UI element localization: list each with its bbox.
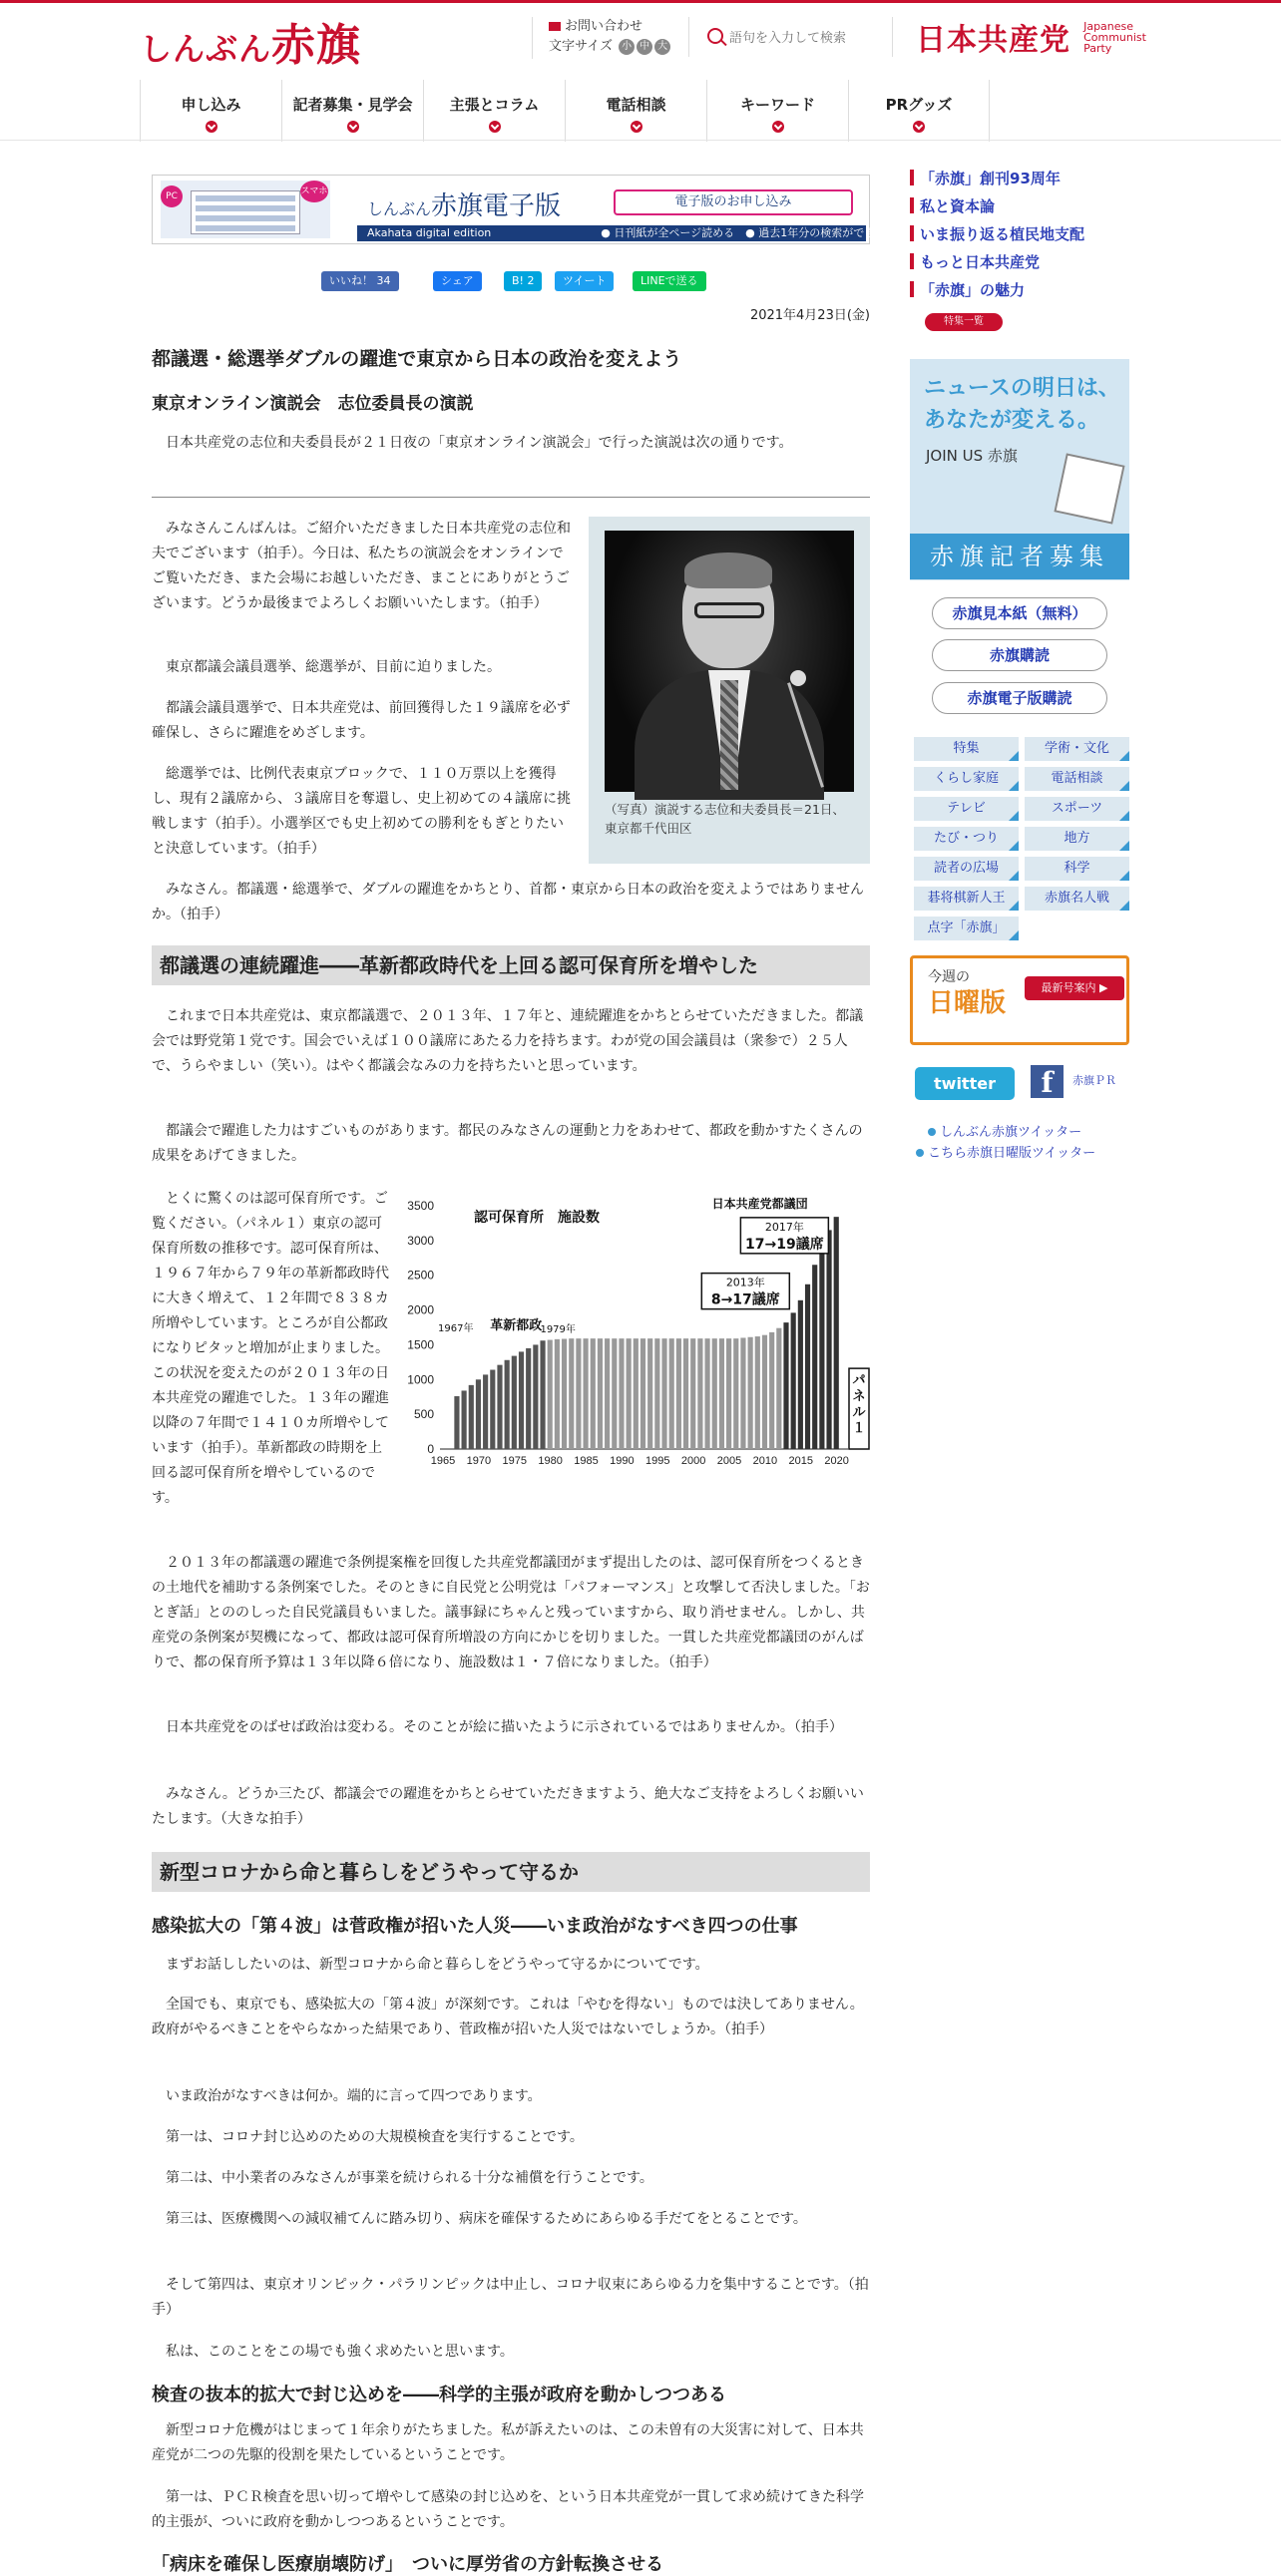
paragraph-text: 都議会議員選挙で、日本共産党は、前回獲得した１９議席を必ず確保し、さらに躍進をめざします。 [152,700,571,741]
bar-1994 [647,1338,652,1449]
bar-1977 [526,1348,531,1449]
bar-2009 [755,1336,760,1449]
bar-1989 [612,1338,617,1449]
nav-label: 申し込み [181,96,241,114]
jcp-en-line3: Party [1083,41,1112,55]
search-icon[interactable] [707,28,723,44]
font-size-label: 文字サイズ [549,39,613,54]
section-heading: 都議選の連続躍進――革新都政時代を上回る認可保育所を増やした [152,945,870,985]
nav-item-opinion[interactable] [423,80,565,142]
nav-item-apply[interactable] [140,80,281,142]
bar-1971 [483,1374,488,1449]
x-tick-label: 2010 [752,1455,778,1467]
lead-text: 日本共産党の志位和夫委員長が２１日夜の「東京オンライン演説会」で行った演説は次の通りです。 [166,435,793,451]
paragraph-text: 新型コロナ危機がはじまって１年余りがたちました。私が訴えたいのは、この未曽有の大災害に対して、日本共産党が二つの先駆的役割を果たしているということです。 [152,2422,864,2463]
nav-item-goods[interactable] [848,80,990,142]
paragraph [152,696,571,746]
hatena-bookmark-button[interactable]: B! 2 [504,271,542,291]
subscribe-button[interactable]: 赤旗購読 [932,639,1107,671]
bullet-bar [910,197,914,213]
bullet-bar [910,170,914,185]
x-tick-label: 1995 [645,1455,670,1467]
smartphone-badge: スマホ [300,181,328,202]
font-size-control [549,37,670,57]
x-tick-label: 1990 [610,1455,635,1467]
banner-title-main: 赤旗電子版 [431,191,562,221]
paragraph [152,1715,870,1740]
category-link[interactable]: 特集 [914,737,1019,761]
paragraph [152,2166,870,2191]
x-tick-label: 2015 [788,1455,814,1467]
digital-subscribe-button[interactable]: 赤旗電子版購読 [932,682,1107,714]
recruit-label: 赤旗記者募集 [910,534,1129,579]
header-utilities [532,17,670,59]
category-link[interactable]: 学術・文化 [1025,737,1129,761]
paragraph [152,1551,870,1675]
mail-icon [549,22,561,31]
y-tick-label: 2000 [407,1302,434,1317]
paragraph [152,2084,870,2109]
category-link[interactable]: 点字「赤旗」 [914,917,1019,940]
y-tick-label: 2500 [407,1268,434,1283]
sidebar-link-label: 「赤旗」創刊93周年 [920,170,1061,187]
bar-1980 [548,1340,553,1449]
recruit-join: JOIN US 赤旗 [926,447,1018,465]
logo-small-text: しんぶん [140,30,272,68]
bar-2003 [712,1338,717,1449]
bar-1975 [512,1356,517,1449]
bar-2014 [791,1312,796,1449]
site-logo[interactable] [140,9,361,73]
paragraph [152,1782,870,1832]
category-link[interactable]: くらし家庭 [914,767,1019,791]
bullet-bar [910,281,914,297]
paragraph [152,655,571,680]
paragraph-text: まずお話ししたいのは、新型コロナから命と暮らしをどうやって守るかについてです。 [166,1957,709,1973]
bar-1983 [569,1338,574,1449]
bar-2020 [834,1217,839,1449]
bar-1996 [661,1338,666,1449]
bar-1967 [454,1396,459,1449]
nav-label: 記者募集・見学会 [292,96,413,114]
bar-1987 [598,1338,603,1449]
search-box [688,17,893,57]
nav-item-phone[interactable] [565,80,706,142]
bar-2000 [690,1338,695,1449]
paragraph-text: 都議会で躍進した力はすごいものがあります。都民のみなさんの運動と力をあわせて、都政を動かすたくさんの成果をあげてきました。 [152,1123,863,1164]
bar-1972 [490,1370,495,1449]
banner-features: ● 日刊紙が全ページ読める ● 過去1年分の検索ができる [601,226,887,239]
lead-divider [152,497,870,498]
sidebar-link-appeal[interactable] [910,279,1025,303]
line-share-button[interactable]: LINEで送る [633,271,706,291]
paragraph [152,2273,870,2323]
paragraph-text: 全国でも、東京でも、感染拡大の「第４波」が深刻です。これは「やむを得ない」ものでは決してありません。政府がやるべきことをやらなかった結果であり、菅政権が招いた人災ではないでしょうか。（拍手） [152,1997,864,2037]
article-subtitle: 東京オンライン演説会 志位委員長の演説 [152,394,474,414]
x-tick-label: 1965 [430,1455,456,1467]
tweet-button[interactable]: ツイート [555,271,614,291]
sidebar-link-label: いま振り返る植民地支配 [920,225,1085,243]
bar-1993 [640,1338,645,1449]
nav-label: PRグッズ [885,96,953,114]
bar-1990 [619,1338,624,1449]
bar-1988 [605,1338,610,1449]
search-input[interactable] [729,25,884,49]
paragraph [152,1187,391,1511]
paragraph [152,2340,870,2365]
sidebar-link-label: もっと日本共産党 [920,253,1041,271]
bullet-bar [910,225,914,241]
contact-link[interactable] [549,17,670,37]
chevron-down-icon [489,121,501,133]
category-link[interactable]: たび・つり [914,827,1019,851]
bar-1997 [669,1338,674,1449]
annotation-2013-year: 2013年 [725,1276,765,1289]
chart-title: 認可保育所 施設数 [474,1210,600,1226]
bar-1981 [555,1339,560,1449]
facebook-icon[interactable]: f [1031,1065,1064,1098]
font-size-medium-button[interactable]: 中 [637,39,652,55]
bar-1992 [634,1338,639,1449]
jcp-en-line2: Communist [1083,30,1146,44]
paragraph-text: 第一は、ＰＣＲ検査を思い切って増やして感染の封じ込めを、という日本共産党が一貫して求め続けてきた科学的主張が、ついに政府を動かしつつあるということです。 [152,2489,864,2530]
bar-1984 [576,1338,581,1449]
bar-1970 [476,1379,481,1449]
paragraph [152,2418,870,2468]
photo-figure [589,517,870,864]
category-link[interactable]: 科学 [1025,857,1129,881]
sunday-edition-banner[interactable] [910,955,1129,1045]
bar-1986 [591,1338,596,1449]
paragraph [152,1993,870,2042]
bar-2015 [798,1300,803,1449]
paragraph-text: いま政治がなすべきは何か。端的に言って四つであります。 [166,2088,542,2104]
facebook-like-button[interactable]: いいね！ 34 [321,271,399,291]
banner-title [367,185,561,222]
annotation-2017-year: 2017年 [764,1220,804,1234]
facebook-share-button[interactable]: シェア [433,271,482,291]
bar-2006 [733,1338,738,1449]
nav-item-keyword[interactable] [706,80,848,142]
reporter-recruit-banner[interactable] [910,359,1129,580]
contact-label: お問い合わせ [565,19,643,34]
x-tick-label: 1980 [538,1455,563,1467]
bar-1969 [469,1385,474,1449]
bar-1978 [533,1344,538,1449]
twitter-follow-button[interactable]: twitter [915,1067,1015,1100]
latest-issue-button[interactable]: 最新号案内 ▶ [1025,976,1124,1000]
chevron-down-icon [631,121,642,133]
chevron-down-icon [206,121,217,133]
y-tick-label: 500 [413,1407,434,1422]
bar-2002 [704,1338,709,1449]
paragraph [152,2125,870,2150]
bar-2018 [819,1246,824,1449]
banner-title-small: しんぶん [367,199,432,218]
y-tick-label: 1000 [407,1372,434,1387]
paragraph [152,2207,870,2232]
paragraph-text: 日本共産党をのばせば政治は変わる。そのことが絵に描いたように示されているではありませんか。（拍手） [166,1719,843,1735]
bar-1985 [584,1338,589,1449]
special-list-button[interactable]: 特集一覧 [925,313,1003,331]
nursery-count-chart [394,1192,873,1474]
sidebar-link-label: 「赤旗」の魅力 [920,281,1026,299]
bar-1974 [505,1360,510,1449]
bar-2016 [805,1285,810,1449]
nav-divider [0,140,1281,141]
chevron-down-icon [347,121,359,133]
device-illustration [161,181,330,238]
nav-label: 主張とコラム [449,96,540,114]
bar-2004 [719,1338,724,1449]
sidebar-link-label: 私と資本論 [920,197,996,215]
paragraph-text: 総選挙では、比例代表東京ブロックで、１１０万票以上を獲得し、現有２議席から、３議席目を奪還し、史上初めての４議席に挑戦します（拍手）。小選挙区でも史上初めての勝利をもぎとりたいと決意しています。（拍手） [152,766,571,857]
paragraph-text: 第二は、中小業者のみなさんが事業を続けられる十分な補償を行うことです。 [166,2170,653,2186]
category-link[interactable]: 読者の広場 [914,857,1019,881]
nav-label: 電話相談 [606,96,666,114]
newspaper-illustration [1054,453,1124,524]
pc-badge: PC [161,185,183,207]
article-lead [152,432,870,455]
paragraph-text: そして第四は、東京オリンピック・パラリンピックは中止し、コロナ収束にあらゆる力を集中することです。（拍手） [152,2277,869,2318]
paragraph-text: 第一は、コロナ封じ込めのための大規模検査を実行することです。 [166,2129,584,2145]
bar-2010 [762,1335,767,1449]
annotation-2013-seats: 8→17議席 [710,1291,780,1308]
panel-label-char: パ [852,1373,866,1389]
nav-label: キーワード [739,96,815,114]
bar-2008 [748,1337,753,1449]
font-size-large-button[interactable]: 大 [654,39,670,55]
panel-label-char: ネ [852,1389,866,1405]
annotation-group: 日本共産党都議団 [711,1197,808,1211]
bar-2012 [776,1328,781,1449]
facebook-label[interactable]: 赤旗ＰＲ [1072,1074,1116,1087]
y-tick-label: 3500 [407,1199,434,1213]
bar-2005 [726,1338,731,1449]
sample-paper-button[interactable]: 赤旗見本紙（無料） [932,597,1107,629]
screen-illustration [191,190,300,234]
site-header [0,3,1281,71]
digital-edition-banner[interactable] [152,175,887,244]
y-tick-label: 0 [427,1442,434,1456]
category-link[interactable]: テレビ [914,797,1019,821]
bar-1991 [627,1338,632,1449]
paragraph [152,1119,870,1169]
jcp-en-line1: Japanese [1083,19,1134,33]
paragraph-text: 東京都議会議員選挙、総選挙が、目前に迫りました。 [166,659,501,675]
subsection-heading: 「病床を確保し医療崩壊防げ」 ついに厚労省の方針転換させる [152,2554,663,2575]
paragraph-text: 私は、このことをこの場でも強く求めたいと思います。 [166,2344,514,2360]
paragraph-text: ２０１３年の都議選の躍進で条例提案権を回復した共産党都議団がまず提出したのは、認可保育所をつくるときの土地代を補助する条例案でした。そのときに自民党と公明党は「パフォーマンス」と攻撃して否決しました。「おとぎ話」とののしった自民党議員もいました。議事録にちゃんと残っていますから、取り消せません。しかし、共産党の条例案が契機になって、都政は認可保育所増設の方向にかじを切りました。一貫した共産党都議団のがんばりで、都の保育所予算は１３年以降６倍になり、施設数は１・７倍になりました。（拍手） [152,1555,870,1670]
bar-1999 [683,1338,688,1449]
jcp-logo-jp: 日本共産党 [916,23,1070,58]
panel-label-char: ル [852,1405,866,1421]
x-tick-label: 1970 [466,1455,492,1467]
bar-1976 [519,1351,524,1449]
bar-2017 [812,1265,817,1449]
article-title: 都議選・総選挙ダブルの躍進で東京から日本の政治を変えよう [152,348,682,370]
bar-2011 [769,1332,774,1449]
paragraph-text: みなさん。どうか三たび、都議会での躍進をかちとらせていただきますよう、絶大なご支持をよろしくお願いいたします。（大きな拍手） [152,1786,864,1827]
paragraph [152,878,870,927]
paragraph-text: 第三は、医療機関への減収補てんに踏み切り、病床を確保するためにあらゆる手だてをとることです。 [166,2211,807,2227]
sunday-small: 今週の [928,969,970,985]
annotation-kakushin-start: 1967年 [438,1323,474,1335]
bar-1968 [462,1390,467,1449]
category-link[interactable]: 地方 [1025,827,1129,851]
photo-caption: （写真）演説する志位和夫委員長＝21日、東京都千代田区 [605,802,845,836]
recruit-line2: あなたが変える。 [924,408,1100,433]
paragraph [152,517,571,616]
bar-1973 [497,1365,502,1449]
banner-subtitle: Akahata digital edition [367,226,492,239]
paragraph-text: みなさんこんばんは。ご紹介いただきました日本共産党の志位和夫でございます（拍手）。今日は、私たちの演説会をオンラインでご覧いただき、また会場にお越しいただき、まことにありがとうございます。どうか最後までよろしくお願いいたします。（拍手） [152,521,571,611]
recruit-line1: ニュースの明日は、 [924,376,1120,401]
banner-subline [357,225,887,241]
nav-item-recruit[interactable] [281,80,423,142]
sunday-title: 日曜版 [928,988,1007,1018]
category-link[interactable]: 電話相談 [1025,767,1129,791]
annotation-2017-seats: 17→19議席 [745,1236,824,1253]
paragraph [152,1004,870,1079]
subsection-heading: 検査の抜本的拡大で封じ込めを――科学的主張が政府を動かしつつある [152,2385,726,2405]
sidebar-link-capital[interactable] [910,195,995,219]
y-tick-label: 1500 [407,1337,434,1352]
x-tick-label: 2000 [680,1455,706,1467]
chevron-down-icon [772,121,784,133]
x-tick-label: 2005 [716,1455,742,1467]
bullet-bar [910,253,914,269]
annotation-kakushin-label: 革新都政 [490,1318,543,1334]
paragraph [152,762,571,862]
section-heading: 新型コロナから命と暮らしをどうやって守るか [152,1852,870,1892]
paragraph-text: これまで日本共産党は、東京都議選で、２０１３年、１７年と、連続躍進をかちとらせていただきました。都議会では野党第１党です。国会でいえば１００議席にあたる力を持ちます。わが党の国会議員は（衆参で）２５人で、うらやましい（笑い）。はやく都議会なみの力を持ちたいと思っています。 [152,1008,864,1074]
panel-label-char: １ [852,1421,866,1437]
x-tick-label: 1985 [574,1455,599,1467]
sidebar-link-93rd-anniversary[interactable] [910,168,1061,191]
paragraph-text: みなさん。都議選・総選挙で、ダブルの躍進をかちとり、首都・東京から日本の政治を変えようではありませんか。（拍手） [152,882,864,922]
font-size-small-button[interactable]: 小 [619,39,635,55]
twitter-link-akahata[interactable]: しんぶん赤旗ツイッター [928,1121,1081,1140]
chevron-down-icon [913,121,925,133]
annotation-kakushin-end: 1979年 [540,1323,576,1335]
bar-2001 [697,1338,702,1449]
bar-1998 [676,1338,681,1449]
bar-1995 [654,1338,659,1449]
bar-2019 [826,1230,831,1449]
y-tick-label: 3000 [407,1233,434,1248]
speaker-photo [605,531,854,792]
bar-2007 [740,1337,745,1449]
banner-apply-button[interactable]: 電子版のお申し込み [614,189,853,215]
twitter-link-sunday[interactable]: こちら赤旗日曜版ツイッター [916,1142,1095,1161]
sidebar-link-colonial[interactable] [910,223,1084,247]
bar-1979 [540,1340,545,1449]
jcp-logo-en [1083,21,1146,54]
x-tick-label: 1975 [502,1455,527,1467]
x-tick-label: 2020 [824,1455,849,1467]
recruit-headline [924,373,1120,437]
category-link[interactable]: スポーツ [1025,797,1129,821]
paragraph-text: とくに驚くのは認可保育所です。ご覧ください。（パネル１）東京の認可保育所数の推移です。認可保育所は、１９６７年から７９年の革新都政時代に大きく増えて、１２年間で８３８カ所増やしています。ところが自公都政になりピタッと増加が止まりました。この状況を変えたのが２０１３年の日本共産党の躍進でした。１３年の躍進以降の７年間で１４１０カ所増やしています（拍手）。革新都政の時期を上回る認可保育所を増やしているのです。 [152,1191,389,1506]
paragraph [152,2485,870,2535]
logo-large-text: 赤旗 [271,20,362,71]
subsection-heading: 感染拡大の「第４波」は菅政権が招いた人災――いま政治がなすべき四つの仕事 [152,1916,798,1937]
bar-1982 [562,1339,567,1449]
paragraph [152,1953,870,1978]
category-link[interactable]: 赤旗名人戦 [1025,887,1129,911]
bar-2013 [783,1322,788,1449]
category-link[interactable]: 碁将棋新人王 [914,887,1019,911]
jcp-logo[interactable] [916,15,1146,59]
article-date: 2021年4月23日(金) [749,308,870,323]
sidebar-link-jcp[interactable] [910,251,1040,275]
